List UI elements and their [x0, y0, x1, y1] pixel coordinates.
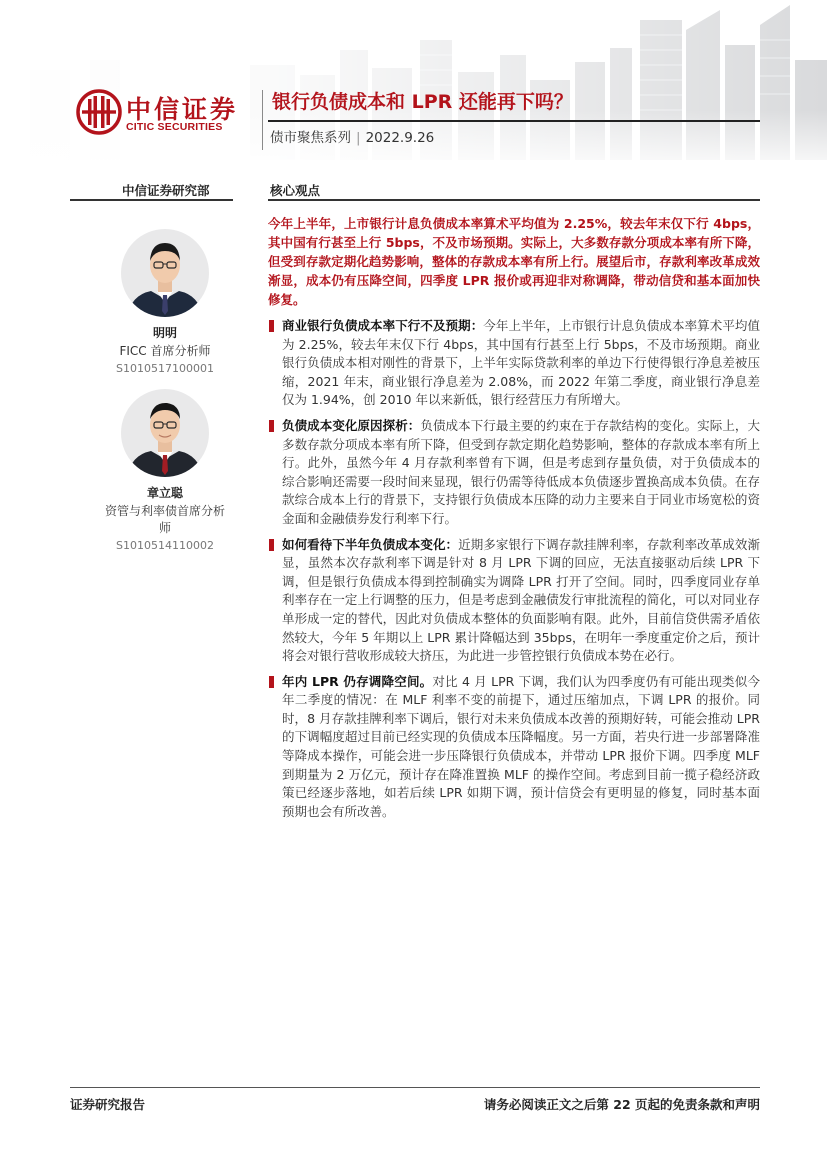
- title-rule: [268, 120, 760, 122]
- brand-name-en: CITIC SECURITIES: [126, 121, 223, 133]
- analyst-photo: [121, 229, 209, 317]
- core-views-title: 核心观点: [270, 183, 321, 198]
- key-point: [268, 673, 760, 822]
- key-point-heading: 年内 LPR 仍存调降空间。: [282, 673, 433, 689]
- key-point-text: 对比 4 月 LPR 下调，我们认为四季度仍有可能出现类似今年二季度的情况：在 MLF 利率不变的前提下，通过压缩加点，下调 LPR 的报价。同时，8 月存款挂牌利率下调后，银行对未来负债成本改善的预期好转，可能会推动 LPR 的下调幅度超过目前已经实现的负债成本压降幅度。另一方面，若央行进一步部署降准等降成本操作，可能会进一步压降银行负债成本，并带动 LPR 报价下调。四季度 MLF 到期量为 2 万亿元，预计存在降准置换 MLF 的操作空间。考虑到目前一揽子稳经济政策已经逐步落地，如若后续 LPR 如期下调，预计信贷会有更明显的修复，同时基本面预期也会有所改善。: [282, 673, 760, 819]
- key-point-text: 今年上半年，上市银行计息负债成本率算术平均值为 2.25%，较去年末仅下行 4bps，其中国有行甚至上行 5bps，不及市场预期。商业银行负债成本相对刚性的背景下，上半年实际贷款利率的单边下行使得银行净息差被压缩，2021 年末，商业银行净息差为 2.08%，而 2022 年第二季度，商业银行净息差仅为 1.94%，创 2010 年以来新低，银行经营压力有所增大。: [282, 318, 760, 408]
- core-views-rule: [268, 199, 760, 201]
- citic-emblem-icon: [76, 89, 122, 135]
- series-line: [270, 126, 434, 146]
- person-portrait-icon: [121, 229, 209, 317]
- citic-securities-logo: [76, 88, 256, 136]
- analyst-photo: [121, 389, 209, 477]
- core-summary: 今年上半年，上市银行计息负债成本率算术平均值为 2.25%，较去年末仅下行 4bps，其中国有行甚至上行 5bps，不及市场预期。实际上，大多数存款分项成本率有所下降，但受到存款定期化趋势影响，整体的存款成本率有所上行。展望后市，存款利率改革成效渐显，成本仍有压降空间，四季度 LPR 报价或再迎非对称调降，带动信贷和基本面加快修复。: [268, 216, 760, 307]
- footer-disclaimer: 请务必阅读正文之后第 22 页起的免责条款和声明: [483, 1097, 760, 1112]
- bullet-marker: [269, 539, 274, 551]
- analyst-certificate: S1010514110002: [116, 539, 214, 552]
- report-title: 银行负债成本和 LPR 还能再下吗？: [272, 91, 573, 113]
- report-date: 2022.9.26: [365, 130, 435, 146]
- brand-name-cn: 中信证券: [126, 95, 239, 124]
- department-rule: [70, 199, 233, 201]
- series-name: 债市聚焦系列: [270, 130, 351, 146]
- footer-rule: [70, 1087, 760, 1088]
- analyst-certificate: S1010517100001: [116, 362, 214, 375]
- key-point: [268, 536, 760, 666]
- department-title: 中信证券研究部: [122, 183, 210, 198]
- analyst-title: 资管与利率债首席分析师: [104, 504, 225, 535]
- analyst-title: FICC 首席分析师: [119, 344, 211, 358]
- header-divider: [262, 90, 263, 150]
- key-point-text: 负债成本下行最主要的约束在于存款结构的变化。实际上，大多数存款分项成本率有所下降，但受到存款定期化趋势影响，整体的存款成本率有所上行。此外，虽然今年 4 月存款利率曾有下调，但是考虑到存量负债，对于负债成本的综合影响还需要一段时间来显现，银行仍需等待低成本负债逐步置换高成本负债。在存款综合成本上行的背景下，支持银行负债成本压降的动力主要来自于同业市场宽松的资金面和金融债券发行利率下行。: [282, 417, 760, 526]
- analyst-name: 章立聪: [146, 486, 183, 500]
- key-point: [268, 317, 760, 410]
- key-point-heading: 负债成本变化原因探析：: [282, 417, 421, 433]
- person-portrait-icon: [121, 389, 209, 477]
- analyst-card: [100, 389, 230, 552]
- analyst-name: 明明: [152, 326, 177, 340]
- key-points-list: [268, 317, 760, 828]
- footer-report-type: 证券研究报告: [70, 1097, 146, 1112]
- key-point: [268, 417, 760, 529]
- key-point-text: 近期多家银行下调存款挂牌利率，存款利率改革成效渐显，虽然本次存款利率下调是针对 8 月 LPR 下调的回应，无法直接驱动后续 LPR 下调，但是银行负债成本得到控制确实为调降 LPR 打开了空间。同时，四季度同业存单利率存在一定上行调整的压力，但是考虑到金融债发行审批流程的简化，可以对同业存单形成一定的替代，因此对负债成本整体的负面影响有限。此外，目前信贷供需矛盾依然较大，今年 5 年期以上 LPR 累计降幅达到 35bps，在明年一季度重定价之后，预计将会对银行营收形成较大挤压，为此进一步管控银行负债成本势在必行。: [282, 536, 760, 664]
- bullet-marker: [269, 676, 274, 688]
- key-point-heading: 如何看待下半年负债成本变化：: [282, 536, 459, 552]
- bullet-marker: [269, 420, 274, 432]
- bullet-marker: [269, 320, 274, 332]
- analyst-card: [100, 229, 230, 375]
- series-separator: |: [356, 130, 361, 146]
- key-point-heading: 商业银行负债成本率下行不及预期：: [282, 318, 484, 333]
